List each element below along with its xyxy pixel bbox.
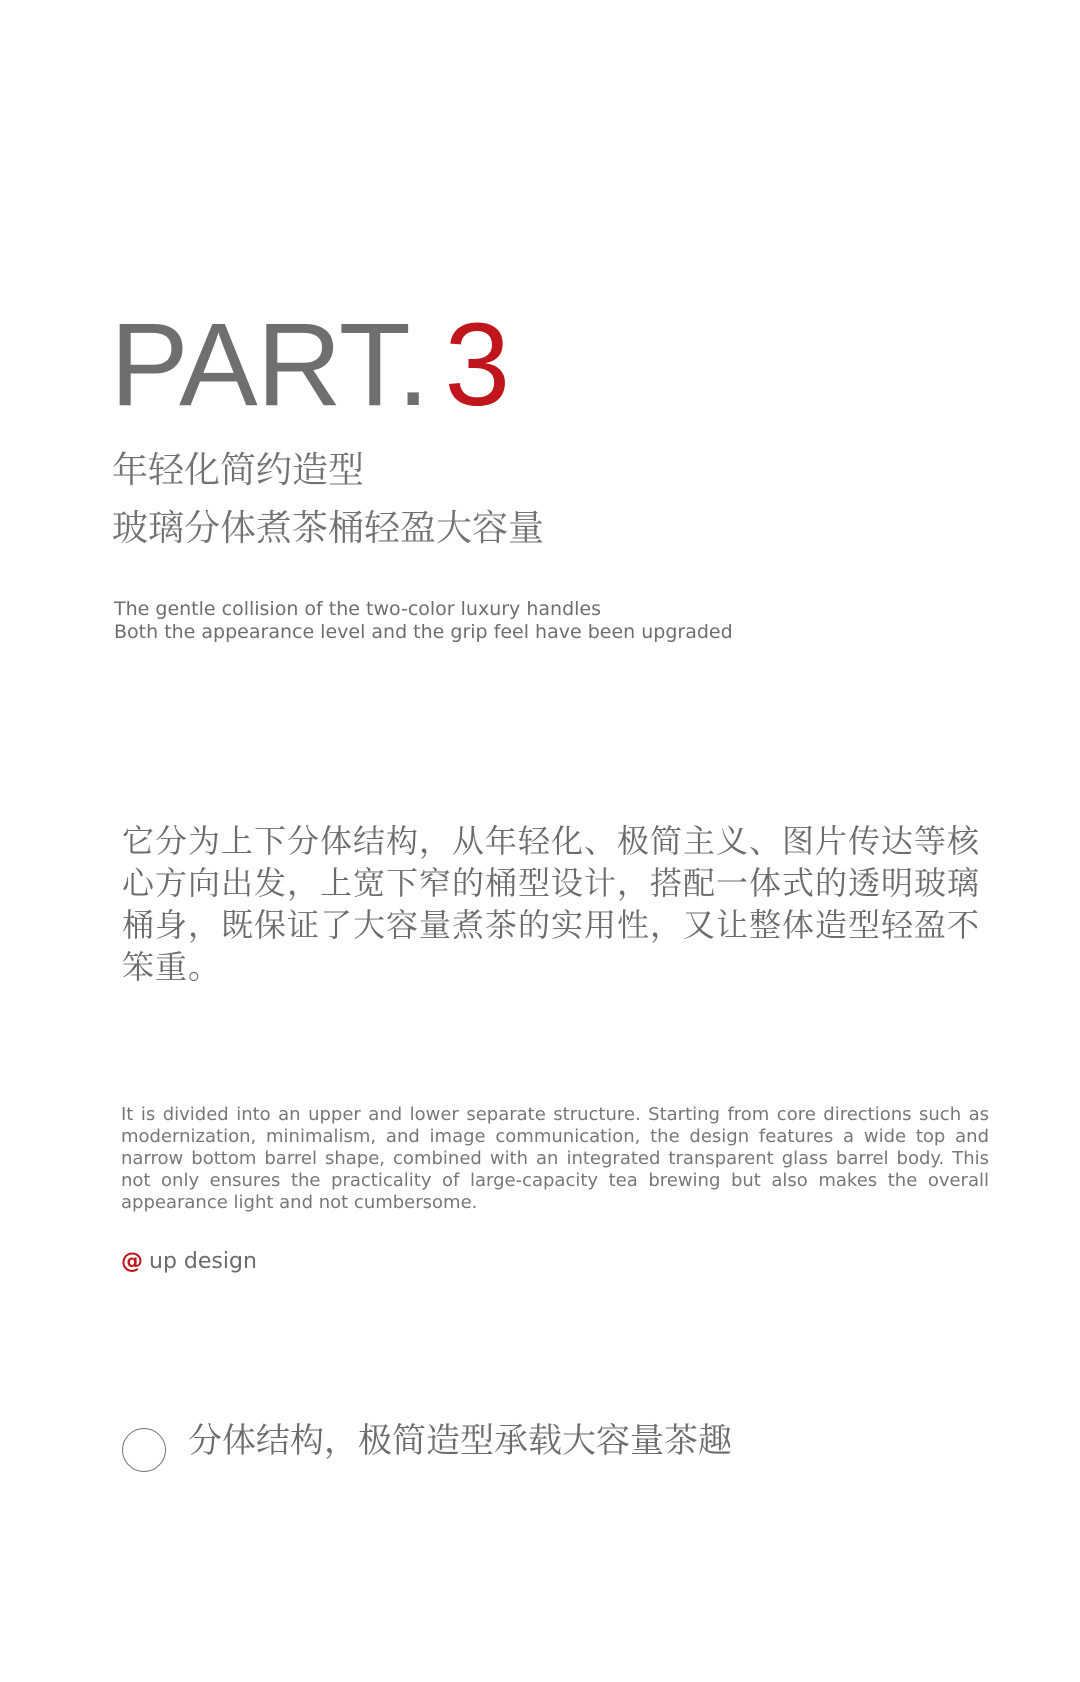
english-description: It is divided into an upper and lower separate structure. Starting from core directions such as modernization, minimalism, and image communication, the design features a wide top and narrow bottom barrel shape, combined with an integrated transparent glass barrel body. This not only ensures the practicality of large-capacity tea brewing but also makes the overall appearance light and not cumbersome. xyxy=(121,1104,989,1213)
at-symbol-icon: @ xyxy=(121,1249,143,1274)
chinese-description: 它分为上下分体结构，从年轻化、极简主义、图片传达等核心方向出发，上宽下窄的桶型设计，搭配一体式的透明玻璃桶身，既保证了大容量煮茶的实用性，又让整体造型轻盈不笨重。 xyxy=(122,822,981,986)
circle-icon xyxy=(122,1428,166,1472)
english-subtitle-line-1: The gentle collision of the two-color luxury handles xyxy=(114,598,601,620)
credit-text: up design xyxy=(149,1249,257,1274)
english-subtitle-line-2: Both the appearance level and the grip feel have been upgraded xyxy=(114,621,733,643)
section-caption: 分体结构，极简造型承载大容量茶趣 xyxy=(188,1421,732,1461)
chinese-title-line-1: 年轻化简约造型 xyxy=(112,450,365,491)
part-label: PART. xyxy=(110,299,429,431)
design-credit xyxy=(121,1248,257,1276)
chinese-title-line-2: 玻璃分体煮茶桶轻盈大容量 xyxy=(112,508,545,549)
part-heading xyxy=(110,300,509,430)
part-number: 3 xyxy=(444,299,510,431)
